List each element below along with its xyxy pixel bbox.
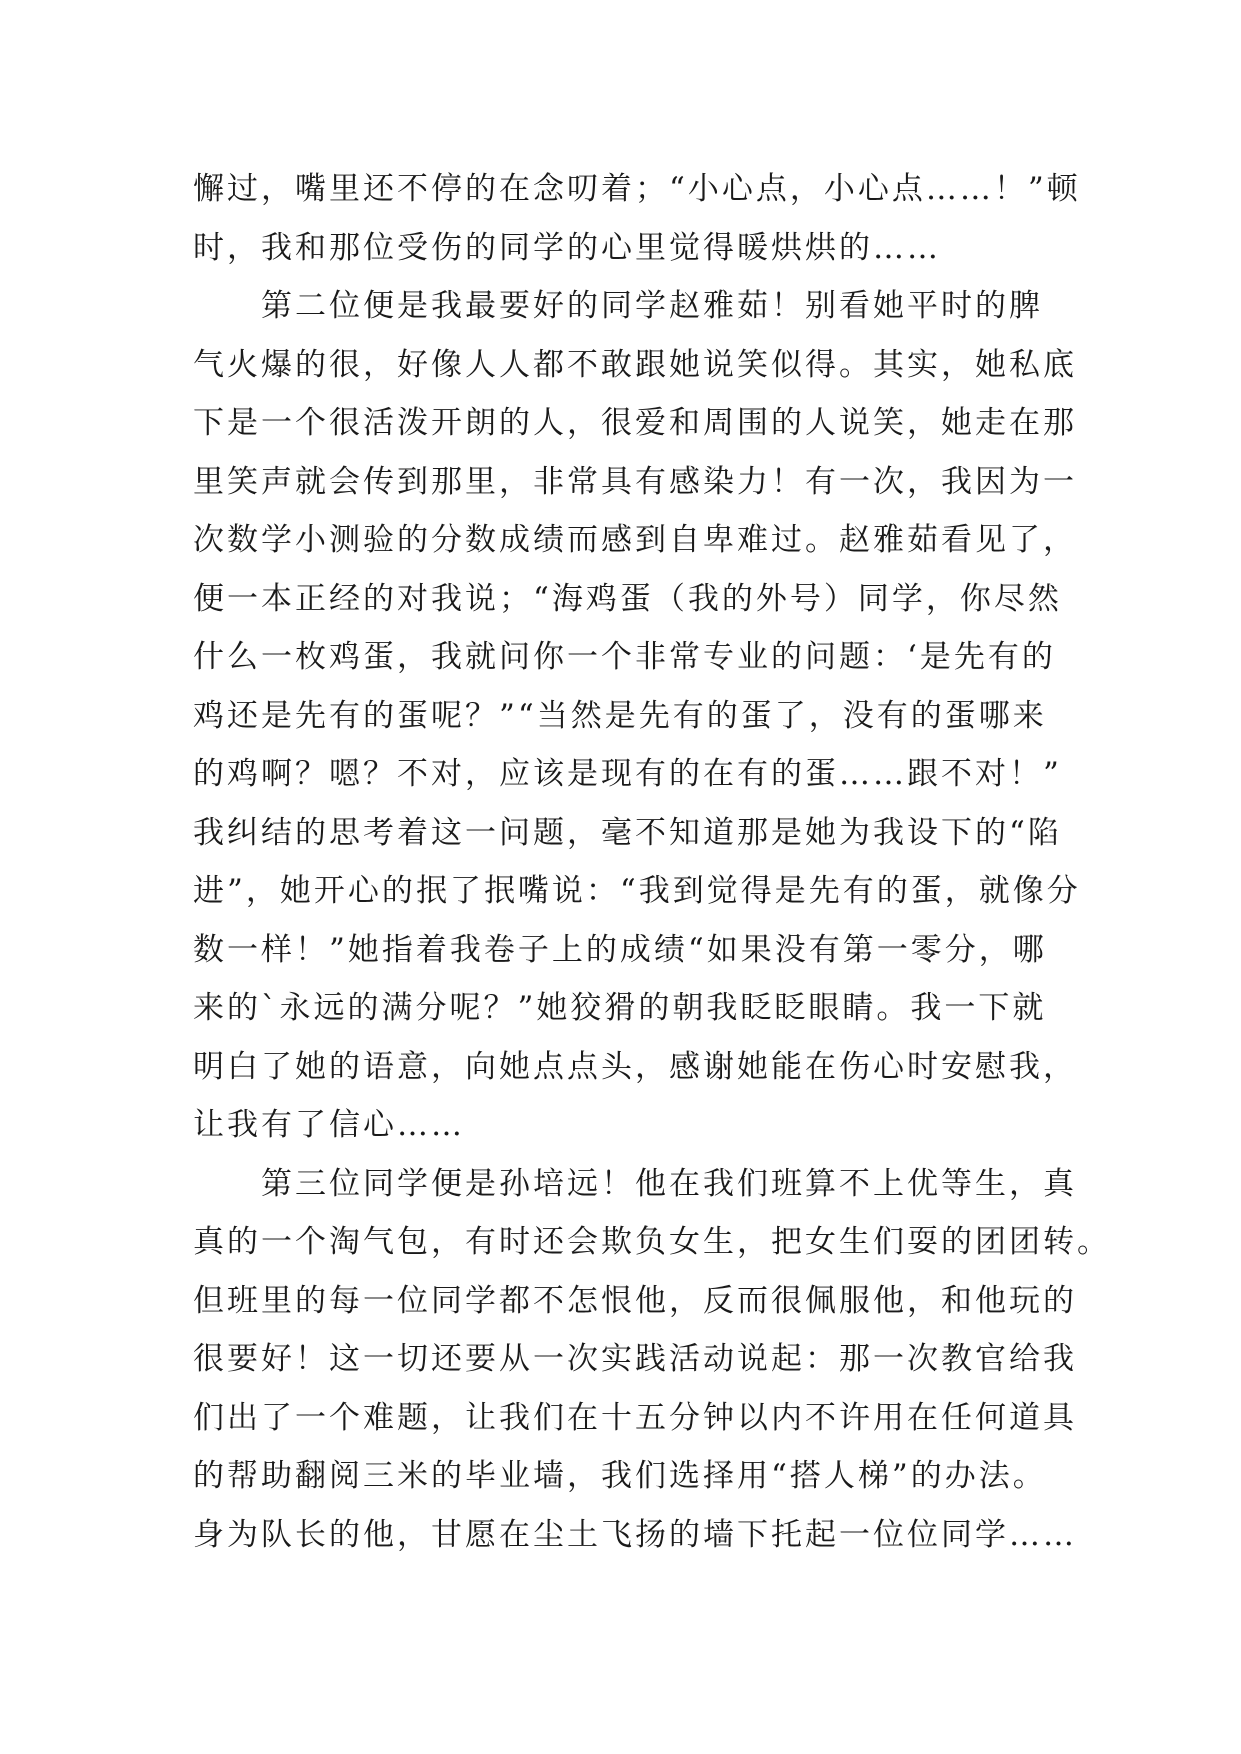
text-line: 进”，她开心的抿了抿嘴说：“我到觉得是先有的蛋，就像分 [193, 873, 1081, 909]
text-line: 便一本正经的对我说；“海鸡蛋（我的外号）同学，你尽然 [193, 580, 1062, 617]
text-line: 数一样！”她指着我卷子上的成绩“如果没有第一零分，哪 [193, 931, 1047, 968]
text-line: 的帮助翻阅三米的毕业墙，我们选择用“搭人梯”的办法。 [193, 1458, 1047, 1494]
text-line: 什么一枚鸡蛋，我就问你一个非常专业的问题：‘是先有的 [193, 639, 1056, 675]
text-line: 们出了一个难题，让我们在十五分钟以内不许用在任何道具 [193, 1399, 1077, 1436]
text-line: 次数学小测验的分数成绩而感到自卑难过。赵雅茹看见了， [193, 522, 1077, 558]
text-line: 气火爆的很，好像人人都不敢跟她说笑似得。其实，她私底 [193, 346, 1077, 383]
text-line: 真的一个淘气包，有时还会欺负女生，把女生们耍的团团转。 [193, 1224, 1111, 1260]
text-line: 第三位同学便是孙培远！他在我们班算不上优等生，真 [193, 1165, 1077, 1202]
text-line: 懈过，嘴里还不停的在念叨着；“小心点，小心点……！”顿 [193, 171, 1081, 207]
text-line: 我纠结的思考着这一问题，毫不知道那是她为我设下的“陷 [193, 814, 1062, 851]
text-line: 明白了她的语意，向她点点头，感谢她能在伤心时安慰我， [193, 1048, 1077, 1085]
text-line: 很要好！这一切还要从一次实践活动说起：那一次教官给我 [193, 1341, 1077, 1377]
text-line: 来的`永远的满分呢？”她狡猾的朝我眨眨眼睛。我一下就 [193, 990, 1047, 1026]
text-line: 身为队长的他，甘愿在尘土飞扬的墙下托起一位位同学…… [193, 1516, 1077, 1553]
text-line: 时，我和那位受伤的同学的心里觉得暖烘烘的…… [193, 229, 941, 266]
body-text [193, 160, 1111, 1564]
text-line: 第二位便是我最要好的同学赵雅茹！别看她平时的脾 [193, 288, 1043, 324]
text-line: 的鸡啊？嗯？不对，应该是现有的在有的蛋……跟不对！” [193, 756, 1062, 792]
text-line: 里笑声就会传到那里，非常具有感染力！有一次，我因为一 [193, 463, 1077, 500]
text-line: 鸡还是先有的蛋呢？”“当然是先有的蛋了，没有的蛋哪来 [193, 697, 1047, 734]
text-line: 但班里的每一位同学都不怎恨他，反而很佩服他，和他玩的 [193, 1282, 1077, 1319]
text-line: 让我有了信心…… [193, 1107, 465, 1143]
text-line: 下是一个很活泼开朗的人，很爱和周围的人说笑，她走在那 [193, 405, 1077, 441]
